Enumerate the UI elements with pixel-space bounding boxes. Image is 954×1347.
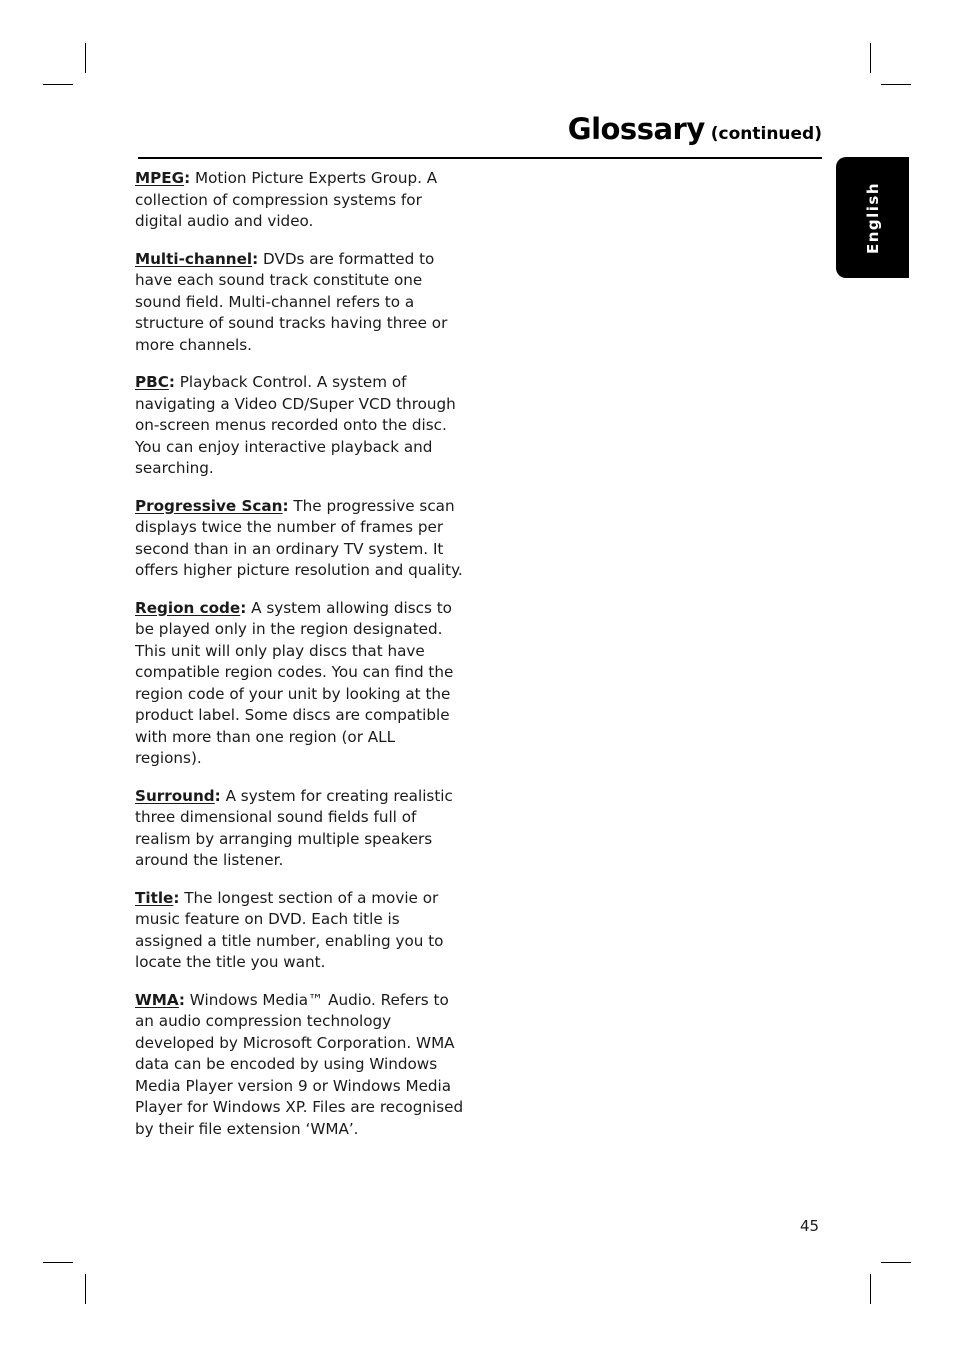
- glossary-definition: The longest section of a movie or music feature on DVD. Each title is assigned a title number, enabling you to locate the title you want.: [135, 888, 444, 971]
- crop-mark: [870, 43, 871, 73]
- crop-mark: [85, 43, 86, 73]
- glossary-entry: [135, 786, 465, 872]
- language-tab: [836, 157, 909, 278]
- page-title: Glossary: [567, 112, 705, 146]
- page-subtitle: (continued): [710, 124, 822, 144]
- glossary-list: [135, 168, 465, 1156]
- crop-mark: [43, 1262, 73, 1263]
- glossary-term: Title: [135, 888, 174, 907]
- glossary-entry: [135, 888, 465, 974]
- glossary-term: PBC: [135, 373, 169, 391]
- glossary-definition: Windows Media™ Audio. Refers to an audio compression technology developed by Microsoft Corporation. WMA data can be encoded by using Windows Media Player version 9 or Windows Media Player for Windows XP. Files are recognised by their file extension ‘WMA’.: [135, 990, 464, 1138]
- glossary-definition: A system allowing discs to be played only in the region designated. This unit will only play discs that have compatible region codes. You can find the region code of your unit by looking at the product label. Some discs are compatible with more than one region (or ALL regions).: [135, 598, 454, 767]
- crop-mark: [870, 1274, 871, 1304]
- term-separator: :: [214, 786, 221, 805]
- glossary-definition: DVDs are formatted to have each sound track constitute one sound field. Multi-channel refers to a structure of sound tracks having three or more channels.: [135, 249, 448, 354]
- crop-mark: [43, 84, 73, 85]
- crop-mark: [85, 1274, 86, 1304]
- glossary-definition: A system for creating realistic three dimensional sound fields full of realism by arranging multiple speakers around the listener.: [135, 786, 453, 869]
- page-header: [138, 112, 822, 159]
- term-separator: :: [184, 169, 191, 187]
- glossary-definition: The progressive scan displays twice the number of frames per second than in an ordinary TV system. It offers higher picture resolution and quality.: [135, 496, 463, 579]
- glossary-term: WMA: [135, 990, 179, 1009]
- glossary-term: Multi-channel: [135, 249, 253, 268]
- glossary-entry: [135, 990, 465, 1141]
- glossary-term: Region code: [135, 598, 241, 617]
- glossary-entry: [135, 372, 465, 480]
- crop-mark: [881, 84, 911, 85]
- term-separator: :: [240, 598, 247, 617]
- term-separator: :: [168, 373, 175, 391]
- language-tab-label: English: [863, 181, 882, 254]
- glossary-entry: [135, 598, 465, 770]
- glossary-term: MPEG: [135, 169, 185, 187]
- crop-mark: [881, 1262, 911, 1263]
- glossary-term: Progressive Scan: [135, 496, 283, 515]
- glossary-entry: [135, 496, 465, 582]
- glossary-entry: [135, 249, 465, 357]
- term-separator: :: [173, 888, 180, 907]
- glossary-definition: Motion Picture Experts Group. A collection of compression systems for digital audio and video.: [135, 169, 438, 230]
- term-separator: :: [252, 249, 259, 268]
- glossary-term: Surround: [135, 786, 215, 805]
- glossary-definition: Playback Control. A system of navigating a Video CD/Super VCD through on-screen menus recorded onto the disc. You can enjoy interactive playback and searching.: [135, 373, 456, 477]
- page-number: 45: [800, 1217, 820, 1235]
- term-separator: :: [282, 496, 289, 515]
- term-separator: :: [178, 990, 185, 1009]
- glossary-entry: [135, 168, 465, 233]
